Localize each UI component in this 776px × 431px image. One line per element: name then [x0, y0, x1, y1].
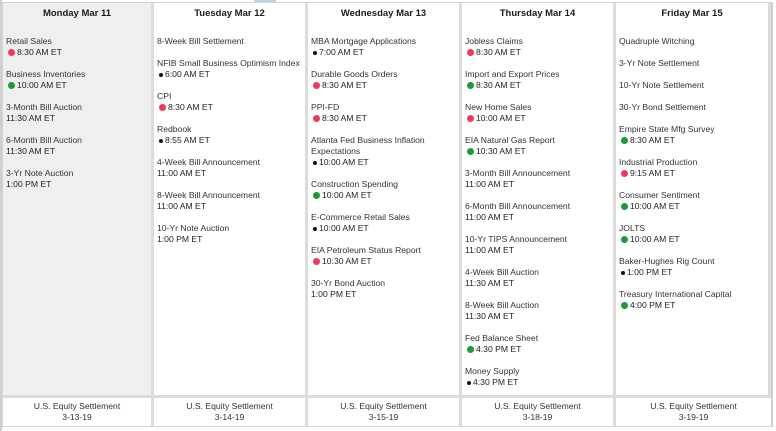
event-time-row	[6, 146, 151, 157]
event-time: 11:00 AM ET	[465, 245, 515, 255]
day-column-monday	[3, 3, 154, 395]
event-time: 10:00 AM ET	[319, 223, 369, 233]
settlement-date: 3-14-19	[214, 412, 245, 422]
medium-impact-dot-icon	[313, 192, 320, 199]
event-item[interactable]	[465, 168, 613, 190]
event-time-row	[465, 311, 613, 322]
event-time: 8:30 AM ET	[322, 113, 367, 123]
settlement-footer	[3, 395, 154, 426]
event-time: 1:00 PM ET	[627, 267, 673, 277]
event-time: 8:30 AM ET	[168, 102, 213, 112]
event-time: 4:30 PM ET	[476, 344, 522, 354]
event-list	[616, 24, 768, 311]
event-name[interactable]: Industrial Production	[619, 157, 698, 167]
event-name[interactable]: Retail Sales	[6, 36, 52, 46]
event-time-row	[465, 47, 613, 58]
event-name[interactable]: 30-Yr Bond Settlement	[619, 102, 706, 112]
event-list	[3, 24, 151, 190]
event-time: 10:00 AM ET	[17, 80, 67, 90]
event-list	[154, 24, 305, 245]
event-time: 1:00 PM ET	[311, 289, 357, 299]
event-time: 7:00 AM ET	[319, 47, 364, 57]
event-time: 10:00 AM ET	[319, 157, 369, 167]
low-impact-dot-icon	[467, 381, 471, 385]
day-column-tuesday	[154, 3, 308, 395]
event-name[interactable]: 3-Yr Note Settlement	[619, 58, 700, 68]
medium-impact-dot-icon	[467, 148, 474, 155]
event-time: 11:30 AM ET	[465, 278, 515, 288]
event-time-row	[311, 190, 459, 201]
event-item[interactable]	[465, 366, 613, 388]
event-time-row	[311, 113, 459, 124]
event-name[interactable]: 10-Yr Note Settlement	[619, 80, 705, 90]
event-item[interactable]	[157, 58, 305, 80]
event-time: 8:30 AM ET	[476, 47, 521, 57]
high-impact-dot-icon	[313, 82, 320, 89]
settlement-label: U.S. Equity Settlement	[33, 401, 121, 411]
event-list	[308, 24, 459, 300]
low-impact-dot-icon	[621, 271, 625, 275]
day-header: Wednesday Mar 13	[340, 8, 427, 19]
event-name[interactable]: Fed Balance Sheet	[465, 333, 539, 343]
event-time-row	[157, 102, 305, 113]
day-header: Friday Mar 15	[661, 8, 723, 19]
event-time-row	[465, 212, 613, 223]
event-time: 4:30 PM ET	[473, 377, 519, 387]
event-time: 11:30 AM ET	[6, 113, 56, 123]
low-impact-dot-icon	[313, 161, 317, 165]
medium-impact-dot-icon	[621, 137, 628, 144]
event-name[interactable]: 3-Yr Note Auction	[6, 168, 74, 178]
event-name[interactable]: 4-Week Bill Auction	[465, 267, 539, 277]
event-item[interactable]	[465, 201, 613, 223]
event-item[interactable]	[619, 58, 768, 69]
event-time-row	[619, 300, 768, 311]
event-time: 11:00 AM ET	[465, 212, 515, 222]
settlement-label: U.S. Equity Settlement	[340, 401, 427, 411]
high-impact-dot-icon	[313, 258, 320, 265]
event-time: 10:30 AM ET	[322, 256, 372, 266]
event-name[interactable]: Consumer Sentiment	[619, 190, 700, 200]
event-name[interactable]: 8-Week Bill Settlement	[157, 36, 244, 46]
event-time-row	[465, 179, 613, 190]
day-header: Tuesday Mar 12	[194, 8, 265, 19]
event-time: 9:15 AM ET	[630, 168, 675, 178]
event-name[interactable]: 8-Week Bill Announcement	[157, 190, 261, 200]
event-item[interactable]	[619, 102, 768, 113]
high-impact-dot-icon	[621, 170, 628, 177]
event-item[interactable]	[619, 256, 768, 278]
settlement-footer	[462, 395, 616, 426]
event-item[interactable]	[157, 36, 305, 47]
event-name[interactable]: JOLTS	[619, 223, 646, 233]
event-time-row	[6, 47, 151, 58]
event-item[interactable]	[465, 69, 613, 91]
event-time-row	[6, 80, 151, 91]
event-item[interactable]	[465, 102, 613, 124]
event-name[interactable]: 6-Month Bill Announcement	[465, 201, 571, 211]
event-name[interactable]: Quadruple Witching	[619, 36, 695, 46]
event-time-row	[157, 69, 305, 80]
event-time: 11:30 AM ET	[465, 311, 515, 321]
medium-impact-dot-icon	[621, 302, 628, 309]
event-time-row	[6, 113, 151, 124]
event-item[interactable]	[619, 157, 768, 179]
event-time-row	[465, 278, 613, 289]
event-time-row	[311, 289, 459, 300]
event-item[interactable]	[465, 234, 613, 256]
settlement-footer	[616, 395, 771, 426]
event-item[interactable]	[311, 179, 459, 201]
event-time: 10:00 AM ET	[630, 201, 680, 211]
event-item[interactable]	[6, 69, 151, 91]
high-impact-dot-icon	[313, 115, 320, 122]
event-time: 10:30 AM ET	[476, 146, 526, 156]
event-name[interactable]: EIA Petroleum Status Report	[311, 245, 421, 255]
medium-impact-dot-icon	[467, 346, 474, 353]
event-item[interactable]	[311, 69, 459, 91]
economic-calendar-week	[3, 3, 771, 426]
event-time-row	[157, 168, 305, 179]
settlement-label: U.S. Equity Settlement	[494, 401, 581, 411]
event-item[interactable]	[6, 168, 151, 190]
event-name[interactable]: Import and Export Prices	[465, 69, 560, 79]
event-name[interactable]: Jobless Claims	[465, 36, 523, 46]
event-time: 11:30 AM ET	[6, 146, 56, 156]
medium-impact-dot-icon	[621, 203, 628, 210]
event-time: 1:00 PM ET	[6, 179, 52, 189]
high-impact-dot-icon	[159, 104, 166, 111]
event-time-row	[157, 135, 305, 146]
event-name[interactable]: Baker-Hughes Rig Count	[619, 256, 715, 266]
low-impact-dot-icon	[159, 139, 163, 143]
event-name[interactable]: EIA Natural Gas Report	[465, 135, 555, 145]
event-time: 10:00 AM ET	[476, 113, 526, 123]
event-name[interactable]: E-Commerce Retail Sales	[311, 212, 410, 222]
event-name[interactable]: 8-Week Bill Auction	[465, 300, 539, 310]
event-time-row	[157, 234, 305, 245]
day-column-wednesday	[308, 3, 462, 395]
event-item[interactable]	[157, 91, 305, 113]
event-item[interactable]	[157, 190, 305, 212]
event-name[interactable]: MBA Mortgage Applications	[311, 36, 417, 46]
event-time: 8:30 AM ET	[322, 80, 367, 90]
event-name[interactable]: 4-Week Bill Announcement	[157, 157, 261, 167]
event-item[interactable]	[619, 289, 768, 311]
settlement-date: 3-18-19	[522, 412, 553, 422]
event-name[interactable]: Empire State Mfg Survey	[619, 124, 715, 134]
event-time-row	[157, 201, 305, 212]
event-name[interactable]: New Home Sales	[465, 102, 532, 112]
event-time: 8:30 AM ET	[476, 80, 521, 90]
event-item[interactable]	[465, 267, 613, 289]
event-time-row	[619, 168, 768, 179]
event-name[interactable]: Treasury International Capital	[619, 289, 732, 299]
event-time: 11:00 AM ET	[157, 168, 207, 178]
event-time-row	[619, 135, 768, 146]
event-time-row	[311, 47, 459, 58]
day-column-friday	[616, 3, 771, 395]
event-time-row	[311, 80, 459, 91]
event-name[interactable]: Durable Goods Orders	[311, 69, 398, 79]
event-name[interactable]: Money Supply	[465, 366, 520, 376]
event-item[interactable]	[311, 245, 459, 267]
event-item[interactable]	[6, 36, 151, 58]
event-item[interactable]	[619, 36, 768, 47]
day-header: Thursday Mar 14	[499, 8, 576, 19]
event-name[interactable]: 6-Month Bill Auction	[6, 135, 82, 145]
event-name[interactable]: NFIB Small Business Optimism Index	[157, 58, 300, 68]
high-impact-dot-icon	[8, 49, 15, 56]
event-time: 10:00 AM ET	[322, 190, 372, 200]
event-time-row	[6, 179, 151, 190]
event-name[interactable]: Atlanta Fed Business Inflation Expectations	[311, 135, 425, 156]
event-name[interactable]: 10-Yr TIPS Announcement	[465, 234, 568, 244]
event-item[interactable]	[619, 124, 768, 146]
event-item[interactable]	[465, 135, 613, 157]
event-item[interactable]	[157, 223, 305, 245]
event-item[interactable]	[311, 135, 459, 168]
low-impact-dot-icon	[313, 51, 317, 55]
event-time-row	[311, 223, 459, 234]
medium-impact-dot-icon	[621, 236, 628, 243]
event-time-row	[311, 157, 459, 168]
event-time-row	[465, 377, 613, 388]
event-item[interactable]	[311, 278, 459, 300]
event-time: 8:55 AM ET	[165, 135, 210, 145]
event-item[interactable]	[157, 157, 305, 179]
event-item[interactable]	[465, 333, 613, 355]
settlement-date: 3-15-19	[368, 412, 399, 422]
low-impact-dot-icon	[159, 73, 163, 77]
event-item[interactable]	[619, 190, 768, 212]
event-time-row	[619, 201, 768, 212]
event-time-row	[311, 256, 459, 267]
event-time-row	[465, 113, 613, 124]
event-item[interactable]	[465, 36, 613, 58]
high-impact-dot-icon	[467, 115, 474, 122]
event-time-row	[465, 146, 613, 157]
settlement-label: U.S. Equity Settlement	[186, 401, 273, 411]
event-item[interactable]	[6, 102, 151, 124]
medium-impact-dot-icon	[8, 82, 15, 89]
settlement-date: 3-19-19	[678, 412, 709, 422]
event-list	[462, 24, 613, 388]
event-time: 6:00 AM ET	[165, 69, 210, 79]
event-time: 11:00 AM ET	[157, 201, 207, 211]
event-time-row	[465, 245, 613, 256]
event-name[interactable]: Business Inventories	[6, 69, 86, 79]
event-name[interactable]: CPI	[157, 91, 172, 101]
low-impact-dot-icon	[313, 227, 317, 231]
event-time-row	[465, 344, 613, 355]
event-name[interactable]: Construction Spending	[311, 179, 398, 189]
settlement-label: U.S. Equity Settlement	[650, 401, 737, 411]
event-name[interactable]: 3-Month Bill Announcement	[465, 168, 571, 178]
event-time: 4:00 PM ET	[630, 300, 676, 310]
event-name[interactable]: PPI-FD	[311, 102, 340, 112]
event-time-row	[619, 234, 768, 245]
day-column-thursday	[462, 3, 616, 395]
event-name[interactable]: Redbook	[157, 124, 192, 134]
settlement-date: 3-13-19	[62, 412, 92, 422]
event-item[interactable]	[311, 36, 459, 58]
event-time: 8:30 AM ET	[630, 135, 675, 145]
event-item[interactable]	[6, 135, 151, 157]
event-name[interactable]: 10-Yr Note Auction	[157, 223, 230, 233]
high-impact-dot-icon	[467, 49, 474, 56]
event-time: 11:00 AM ET	[465, 179, 515, 189]
event-item[interactable]	[311, 102, 459, 124]
event-name[interactable]: 30-Yr Bond Auction	[311, 278, 386, 288]
event-time-row	[619, 267, 768, 278]
settlement-footer	[308, 395, 462, 426]
settlement-footer	[154, 395, 308, 426]
medium-impact-dot-icon	[467, 82, 474, 89]
event-time: 8:30 AM ET	[17, 47, 62, 57]
event-item[interactable]	[619, 223, 768, 245]
event-item[interactable]	[619, 80, 768, 91]
event-item[interactable]	[311, 212, 459, 234]
event-time-row	[465, 80, 613, 91]
event-name[interactable]: 3-Month Bill Auction	[6, 102, 82, 112]
event-item[interactable]	[157, 124, 305, 146]
event-time: 10:00 AM ET	[630, 234, 680, 244]
day-header: Monday Mar 11	[42, 8, 112, 19]
event-time: 1:00 PM ET	[157, 234, 203, 244]
event-item[interactable]	[465, 300, 613, 322]
